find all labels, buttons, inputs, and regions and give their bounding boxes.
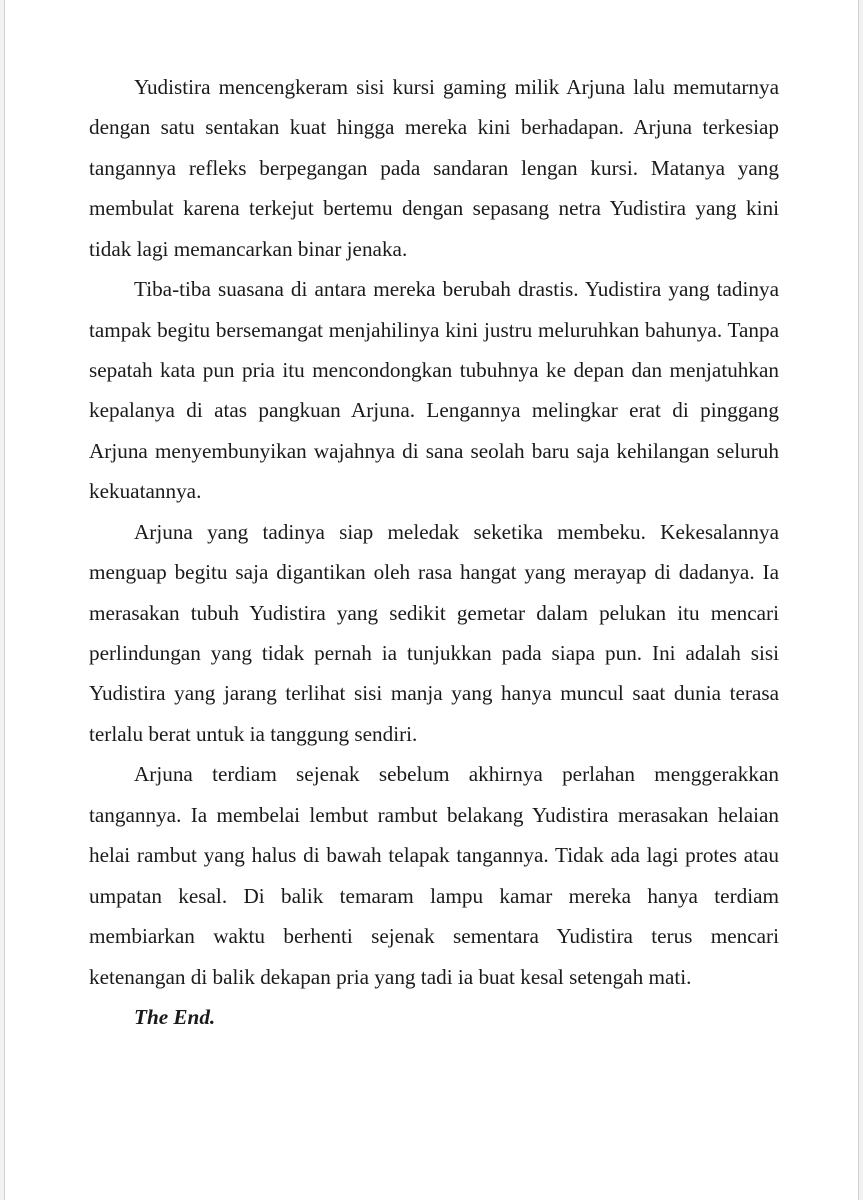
document-page [4,0,859,1200]
closing-text: The End. [134,1005,216,1030]
paragraph-1: Yudistira mencengkeram sisi kursi gaming milik Arjuna lalu memutarnya dengan satu sentakan kuat hingga mereka kini berhadapan. Arjuna terkesiap tangannya refleks berpegangan pada sandaran lengan kursi. Matanya yang membulat karena terkejut bertemu dengan sepasang netra Yudistira yang kini tidak lagi memancarkan binar jenaka. [89,75,779,261]
paragraph-2: Tiba-tiba suasana di antara mereka berubah drastis. Yudistira yang tadinya tampak begitu bersemangat menjahilinya kini justru meluruhkan bahunya. Tanpa sepatah kata pun pria itu mencondongkan tubuhnya ke depan dan menjatuhkan kepalanya di atas pangkuan Arjuna. Lengannya melingkar erat di pinggang Arjuna menyembunyikan wajahnya di sana seolah baru saja kehilangan seluruh kekuatannya. [89,277,779,504]
paragraph-4: Arjuna terdiam sejenak sebelum akhirnya perlahan menggerakkan tangannya. Ia membelai lembut rambut belakang Yudistira merasakan helaian helai rambut yang halus di bawah telapak tangannya. Tidak ada lagi protes atau umpatan kesal. Di balik temaram lampu kamar mereka hanya terdiam membiarkan waktu berhenti sejenak sementara Yudistira terus mencari ketenangan di balik dekapan pria yang tadi ia buat kesal setengah mati. [89,762,779,989]
paragraph-3: Arjuna yang tadinya siap meledak seketika membeku. Kekesalannya menguap begitu saja digantikan oleh rasa hangat yang merayap di dadanya. Ia merasakan tubuh Yudistira yang sedikit gemetar dalam pelukan itu mencari perlindungan yang tidak pernah ia tunjukkan pada siapa pun. Ini adalah sisi Yudistira yang jarang terlihat sisi manja yang hanya muncul saat dunia terasa terlalu berat untuk ia tanggung sendiri. [89,519,779,746]
document-body [89,67,779,1038]
